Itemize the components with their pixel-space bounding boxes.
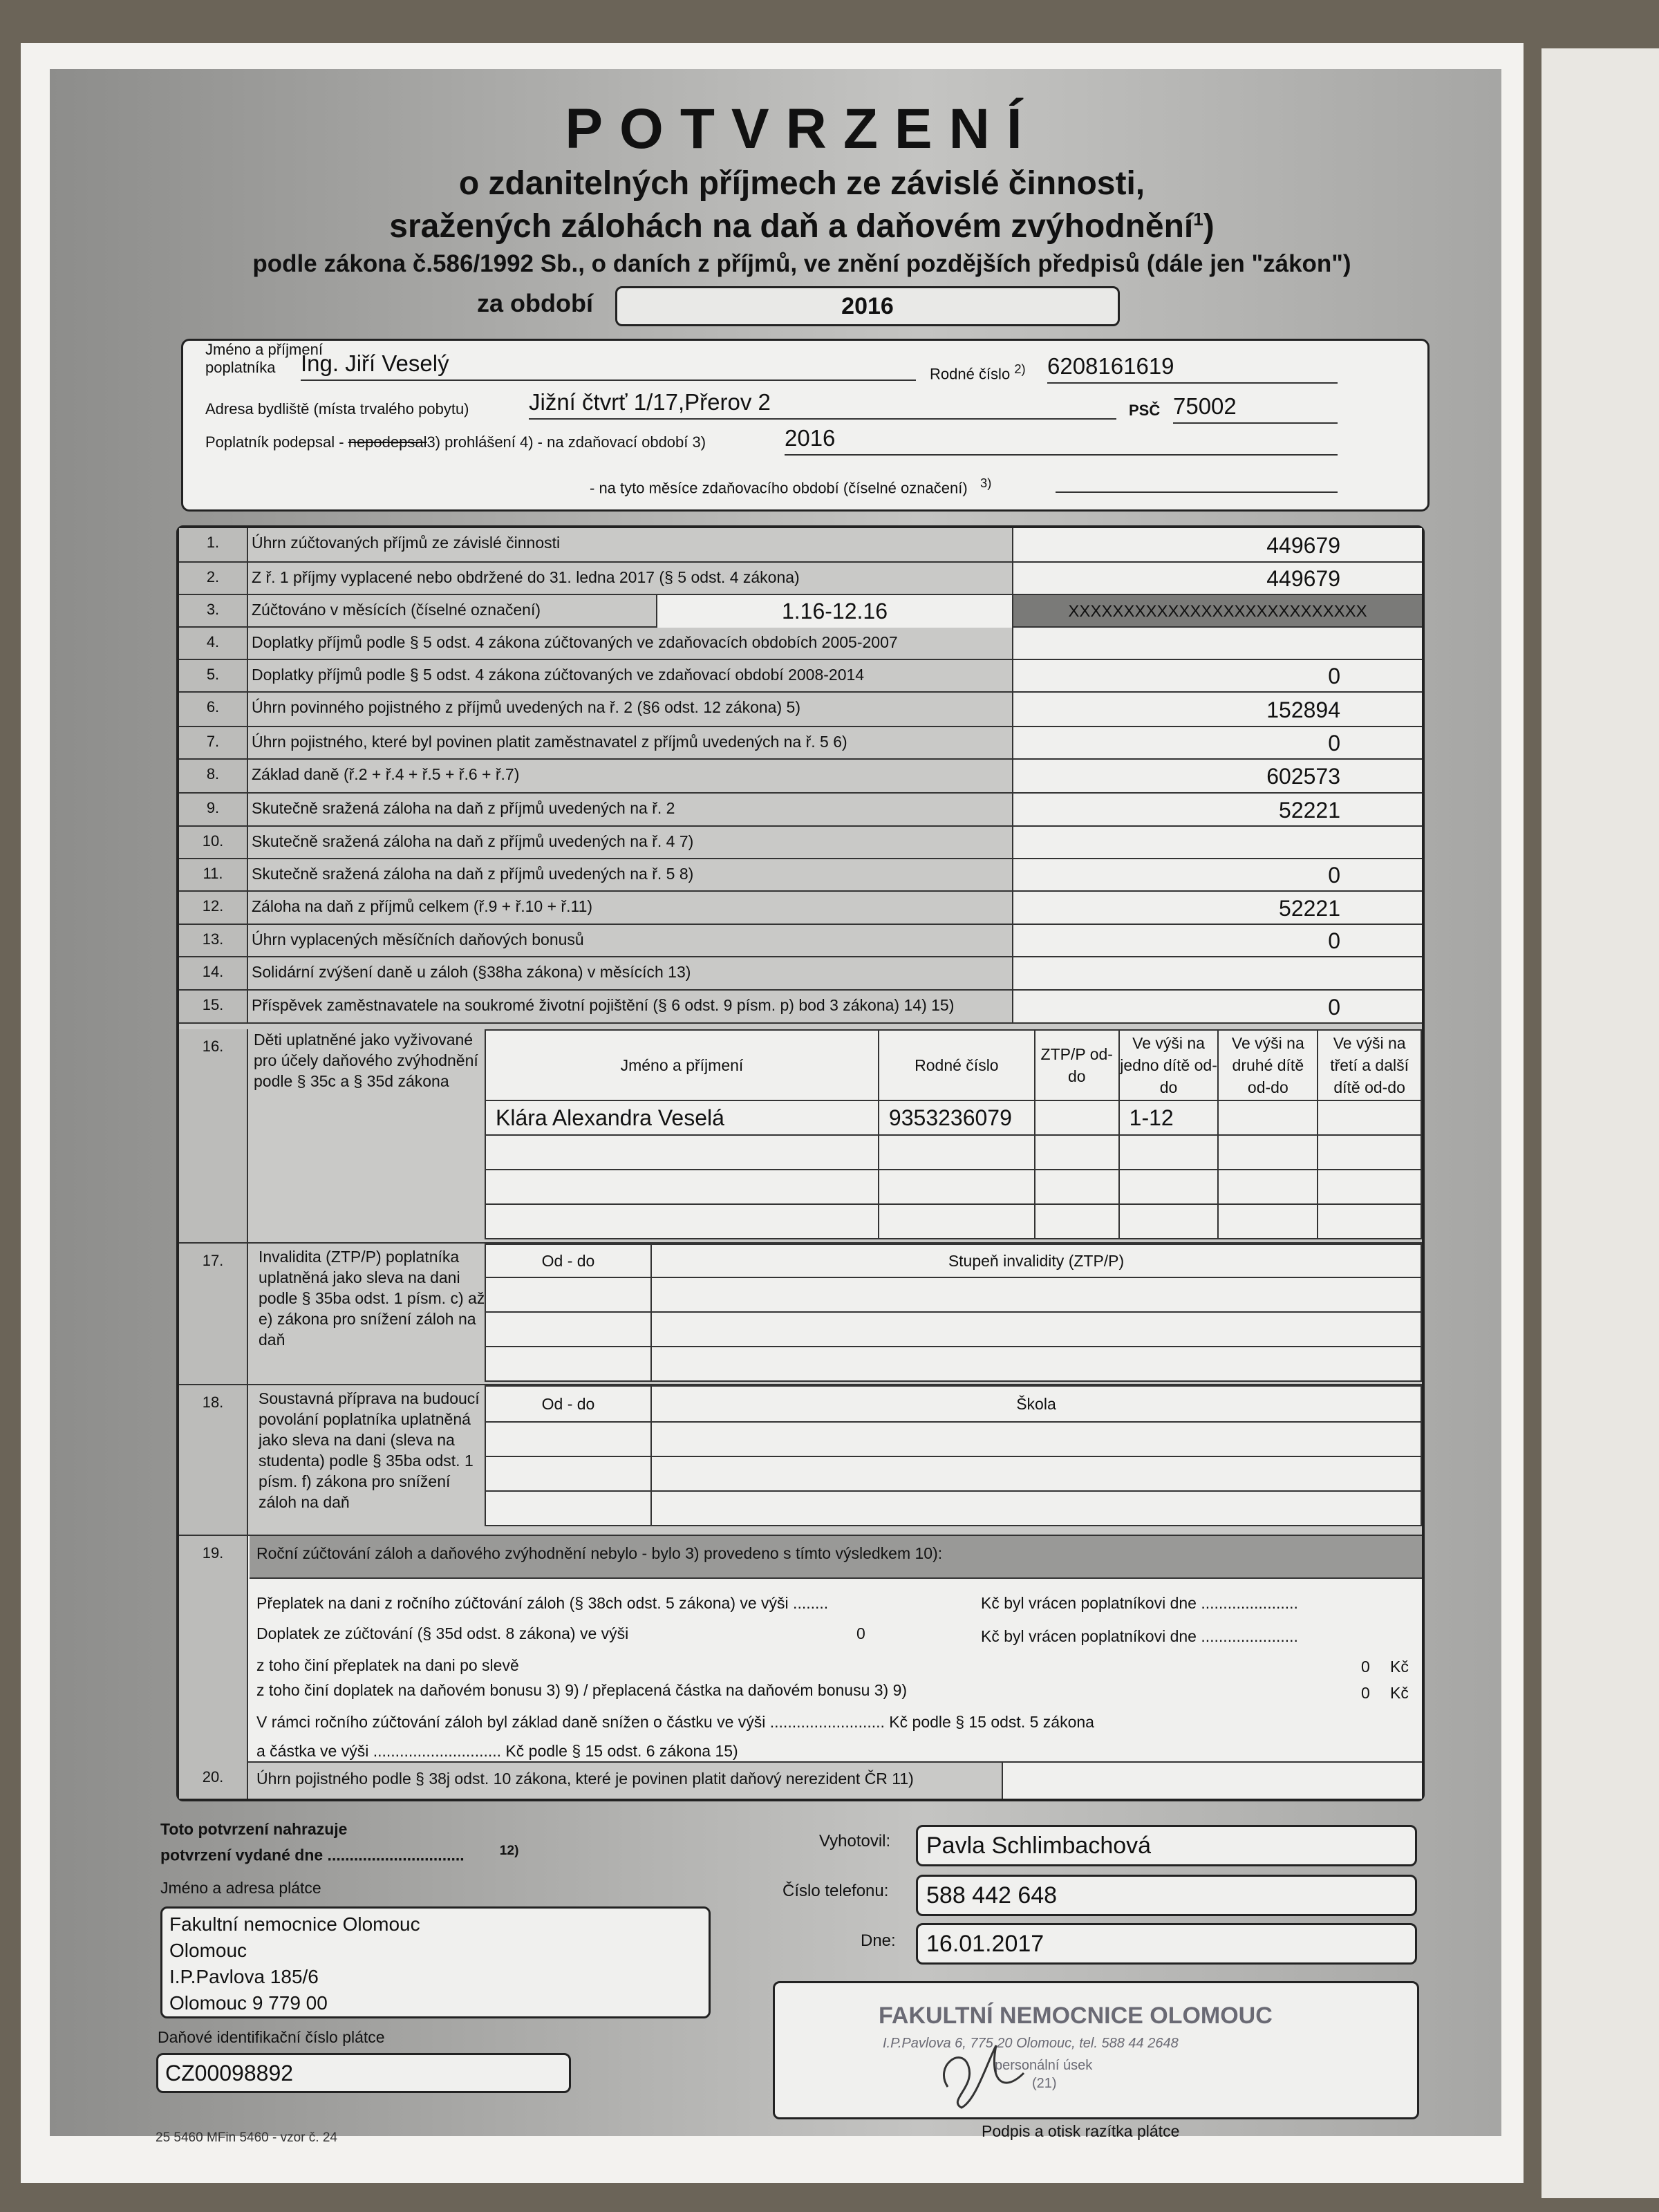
replaces-note: Toto potvrzení nahrazuje potvrzení vydané dne ............................... $^{12)}$	[160, 1820, 519, 1864]
table-row	[179, 660, 1422, 693]
row-number: 3.	[179, 595, 248, 626]
birth-number-label: Rodné číslo $^{2)}$	[930, 362, 1026, 383]
child-cell	[485, 1135, 879, 1170]
row-value: 0	[1012, 859, 1422, 890]
child-cell	[1119, 1170, 1219, 1204]
children-label: Děti uplatněné jako vyživované pro účely daňového zvýhodnění podle § 35c a § 35d zákona	[254, 1031, 478, 1090]
table-row	[179, 693, 1422, 727]
child-cell	[1035, 1170, 1119, 1204]
row-value: XXXXXXXXXXXXXXXXXXXXXXXXXXX	[1012, 595, 1422, 626]
birth-number-value: 6208161619	[1047, 353, 1338, 384]
phone-label: Číslo telefonu:	[782, 1882, 889, 1900]
row-20	[179, 1763, 1422, 1799]
child-cell	[879, 1204, 1035, 1239]
child-cell	[1119, 1204, 1219, 1239]
stamp-dept: personální úsek	[995, 2058, 1093, 2073]
row-label: Solidární zvýšení daně u záloh (§38ha zákona) v měsících 13)	[252, 963, 691, 981]
row-number: 7.	[179, 727, 248, 758]
psc-label: PSČ	[1129, 402, 1161, 419]
stamp-number: (21)	[1032, 2076, 1057, 2091]
invalidity-label: Invalidita (ZTP/P) poplatníka uplatněná jako sleva na dani podle § 35ba odst. 1 písm. c) až e) zákona pro snížení záloh na daň	[259, 1248, 485, 1349]
row-value	[1012, 957, 1422, 989]
stamp-box	[773, 1981, 1419, 2119]
table-row	[179, 727, 1422, 760]
payer-line: I.P.Pavlova 185/6	[169, 1966, 319, 1987]
child-cell: 1-12	[1119, 1100, 1219, 1135]
table-row	[179, 892, 1422, 925]
row-value: 0	[1012, 925, 1422, 956]
underpayment-value: 0	[856, 1624, 865, 1642]
child-cell	[1318, 1170, 1421, 1204]
name-label: Jméno a příjmení poplatníka	[205, 341, 323, 376]
underpayment-line: Doplatek ze zúčtování (§ 35d odst. 8 zákona) ve výši	[256, 1624, 629, 1642]
row-label: Doplatky příjmů podle § 5 odst. 4 zákona zúčtovaných ve zdaňovacích obdobích 2005-2007	[252, 633, 898, 651]
row-value: 602573	[1012, 760, 1422, 792]
col-third-child: Ve výši na třetí a další dítě od-do	[1318, 1030, 1421, 1100]
row-number: 5.	[179, 660, 248, 691]
row-number: 9.	[179, 794, 248, 825]
invalidity-section	[179, 1244, 1422, 1385]
adjacent-sheet	[1541, 48, 1659, 2198]
months-value: 1.16-12.16	[656, 595, 1012, 628]
overpayment-after-discount-value: 0	[1361, 1658, 1370, 1676]
row-value: 449679	[1012, 563, 1422, 594]
payer-line: Olomouc 9 779 00	[169, 1992, 328, 2014]
row-value	[1002, 1763, 1422, 1799]
child-row	[485, 1170, 1421, 1204]
row-number: 11.	[179, 859, 248, 890]
table-row	[179, 827, 1422, 859]
date-value: 16.01.2017	[916, 1923, 1417, 1965]
tax-base-reduction-2: a částka ve výši ............................. Kč podle § 15 odst. 6 zákona 15)	[256, 1742, 738, 1760]
row-value	[1012, 827, 1422, 858]
table-row	[179, 925, 1422, 957]
row-number: 17.	[179, 1244, 248, 1384]
name-value: Ing. Jiří Veselý	[301, 350, 916, 381]
child-cell	[485, 1170, 879, 1204]
row-value: 52221	[1012, 892, 1422, 924]
student-label: Soustavná příprava na budoucí povolání poplatníka uplatněná jako sleva na dani (sleva na studenta) podle § 35ba odst. 1 písm. f) zákona pro snížení záloh na daň	[259, 1389, 480, 1511]
row-label: Úhrn pojistného podle § 38j odst. 10 zákona, které je povinen platit daňový nerezident ČR 11)	[256, 1770, 914, 1788]
children-table	[485, 1029, 1422, 1239]
row-number: 6.	[179, 693, 248, 726]
child-row	[485, 1135, 1421, 1170]
table-row	[179, 794, 1422, 827]
child-cell	[1035, 1100, 1119, 1135]
address-value: Jižní čtvrť 1/17,Přerov 2	[529, 389, 1116, 420]
settlement-section	[179, 1536, 1422, 1763]
form-code: 25 5460 MFin 5460 - vzor č. 24	[156, 2130, 337, 2145]
col-birth: Rodné číslo	[879, 1030, 1035, 1100]
overpayment-refund: Kč byl vrácen poplatníkovi dne ......................	[981, 1594, 1298, 1612]
subtitle-line-2: sražených zálohách na daň a daňovém zvýhodnění$^1$)	[389, 208, 1215, 245]
child-cell	[1035, 1204, 1119, 1239]
issued-by-label: Vyhotovil:	[819, 1832, 891, 1850]
col-from-to: Od - do	[485, 1386, 651, 1422]
subtitle-line-1: o zdanitelných příjmech ze závislé činnosti,	[458, 165, 1145, 202]
children-section	[179, 1029, 1422, 1244]
period-label: za období	[477, 289, 593, 317]
table-row	[179, 528, 1422, 563]
dic-label: Daňové identifikační číslo plátce	[158, 2028, 385, 2046]
bonus-underpayment: z toho činí doplatek na daňovém bonusu 3) 9) / přeplacená částka na daňovém bonusu 3) 9)	[256, 1681, 908, 1699]
payer-line: Fakultní nemocnice Olomouc	[169, 1913, 420, 1935]
child-cell	[1218, 1204, 1318, 1239]
row-value: 152894	[1012, 693, 1422, 726]
col-second-child: Ve výši na druhé dítě od-do	[1218, 1030, 1318, 1100]
child-cell	[879, 1170, 1035, 1204]
months-value	[1056, 464, 1338, 493]
row-value: 0	[1012, 991, 1422, 1022]
table-row	[179, 991, 1422, 1024]
document-title: POTVRZENÍ	[565, 97, 1039, 160]
child-cell	[1035, 1135, 1119, 1170]
signature-icon	[920, 2025, 1044, 2115]
tax-base-reduction: V rámci ročního zúčtování záloh byl základ daně snížen o částku ve výši .......................... Kč podle § 15 odst. 5 zákona	[256, 1713, 1094, 1731]
child-cell	[1218, 1170, 1318, 1204]
row-label: Doplatky příjmů podle § 5 odst. 4 zákona zúčtovaných ve zdaňovací období 2008-2014	[252, 666, 865, 684]
child-cell: 9353236079	[879, 1100, 1035, 1135]
row-label: Základ daně (ř.2 + ř.4 + ř.5 + ř.6 + ř.7)	[252, 765, 520, 783]
col-school: Škola	[651, 1386, 1421, 1422]
table-row	[179, 595, 1422, 628]
taxpayer-box	[181, 339, 1430, 512]
child-cell	[1119, 1135, 1219, 1170]
row-label: Skutečně sražená záloha na daň z příjmů uvedených na ř. 4 7)	[252, 832, 694, 850]
main-table	[176, 525, 1425, 1801]
row-value: 52221	[1012, 794, 1422, 825]
row-number: 10.	[179, 827, 248, 858]
row-label: Skutečně sražená záloha na daň z příjmů uvedených na ř. 5 8)	[252, 865, 694, 883]
dic-value: CZ00098892	[156, 2053, 571, 2093]
bonus-underpayment-value: 0	[1361, 1684, 1370, 1702]
declaration-label: Poplatník podepsal - nepodepsal3) prohlášení 4) - na zdaňovací období 3)	[205, 433, 706, 451]
row-number: 15.	[179, 991, 248, 1022]
period-value: 2016	[615, 286, 1120, 326]
student-section	[179, 1385, 1422, 1536]
stamp-address: I.P.Pavlova 6, 775 20 Olomouc, tel. 588 44 2648	[883, 2036, 1179, 2051]
currency: Kč	[1390, 1658, 1409, 1676]
row-number: 1.	[179, 528, 248, 561]
subtitle-law: podle zákona č.586/1992 Sb., o daních z příjmů, ve znění pozdějších předpisů (dále jen "zákon")	[252, 250, 1351, 277]
row-label: Skutečně sražená záloha na daň z příjmů uvedených na ř. 2	[252, 799, 675, 817]
months-label: - na tyto měsíce zdaňovacího období (číselné označení) $^{3)}$	[590, 476, 992, 497]
child-row	[485, 1100, 1421, 1135]
row-number: 19.	[179, 1536, 248, 1763]
address-label: Adresa bydliště (místa trvalého pobytu)	[205, 400, 469, 418]
payer-line: Olomouc	[169, 1940, 247, 1961]
student-table	[485, 1385, 1422, 1526]
overpayment-line: Přeplatek na dani z ročního zúčtování záloh (§ 38ch odst. 5 zákona) ve výši ........	[256, 1594, 829, 1612]
row-number: 20.	[179, 1763, 248, 1799]
child-cell: Klára Alexandra Veselá	[485, 1100, 879, 1135]
stamp-org: FAKULTNÍ NEMOCNICE OLOMOUC	[879, 2003, 1273, 2029]
row-label: Úhrn zúčtovaných příjmů ze závislé činnosti	[252, 534, 561, 552]
table-row	[179, 563, 1422, 595]
row-value: 0	[1012, 727, 1422, 758]
stamp-label: Podpis a otisk razítka plátce	[982, 2122, 1180, 2140]
table-row	[179, 760, 1422, 794]
row-number: 2.	[179, 563, 248, 594]
overpayment-after-discount: z toho činí přeplatek na dani po slevě	[256, 1656, 519, 1674]
settlement-title: Roční zúčtování záloh a daňového zvýhodnění nebylo - bylo 3) provedeno s tímto výsledkem 10):	[256, 1544, 943, 1562]
col-ztp: ZTP/P od-do	[1035, 1030, 1119, 1100]
row-number: 8.	[179, 760, 248, 792]
table-row	[179, 628, 1422, 660]
declaration-period-value: 2016	[785, 425, 1338, 456]
table-row	[179, 859, 1422, 892]
row-value	[1012, 628, 1422, 659]
date-label: Dne:	[861, 1931, 896, 1950]
currency: Kč	[1390, 1684, 1409, 1702]
row-number: 4.	[179, 628, 248, 659]
invalidity-table	[485, 1244, 1422, 1382]
child-row	[485, 1204, 1421, 1239]
row-number: 16.	[179, 1029, 248, 1242]
table-row	[179, 957, 1422, 991]
payer-label: Jméno a adresa plátce	[160, 1879, 321, 1897]
phone-value: 588 442 648	[916, 1875, 1417, 1916]
row-label: Úhrn pojistného, které byl povinen platit zaměstnavatel z příjmů uvedených na ř. 5 6)	[252, 733, 847, 751]
underpayment-refund: Kč byl vrácen poplatníkovi dne ......................	[981, 1627, 1298, 1645]
row-label: Příspěvek zaměstnavatele na soukromé životní pojištění (§ 6 odst. 9 písm. p) bod 3 zákona) 14) 15)	[252, 996, 955, 1014]
psc-value: 75002	[1173, 393, 1338, 424]
col-from-to: Od - do	[485, 1244, 651, 1277]
child-cell	[1218, 1135, 1318, 1170]
col-degree: Stupeň invalidity (ZTP/P)	[651, 1244, 1421, 1277]
row-number: 13.	[179, 925, 248, 956]
row-label: Zúčtováno v měsících (číselné označení)	[252, 601, 541, 619]
row-label: Záloha na daň z příjmů celkem (ř.9 + ř.10 + ř.11)	[252, 897, 593, 915]
payer-address-box	[160, 1906, 711, 2018]
child-cell	[1318, 1100, 1421, 1135]
row-label: Z ř. 1 příjmy vyplacené nebo obdržené do 31. ledna 2017 (§ 5 odst. 4 zákona)	[252, 568, 800, 586]
row-value: 449679	[1012, 528, 1422, 561]
row-number: 18.	[179, 1385, 248, 1535]
child-cell	[485, 1204, 879, 1239]
row-label: Úhrn povinného pojistného z příjmů uvedených na ř. 2 (§6 odst. 12 zákona) 5)	[252, 698, 800, 716]
child-cell	[879, 1135, 1035, 1170]
row-number: 12.	[179, 892, 248, 924]
col-first-child: Ve výši na jedno dítě od-do	[1119, 1030, 1219, 1100]
row-value: 0	[1012, 660, 1422, 691]
child-cell	[1318, 1135, 1421, 1170]
child-cell	[1318, 1204, 1421, 1239]
issued-by-value: Pavla Schlimbachová	[916, 1825, 1417, 1866]
row-label: Úhrn vyplacených měsíčních daňových bonusů	[252, 930, 584, 948]
col-name: Jméno a příjmení	[485, 1030, 879, 1100]
row-number: 14.	[179, 957, 248, 989]
child-cell	[1218, 1100, 1318, 1135]
